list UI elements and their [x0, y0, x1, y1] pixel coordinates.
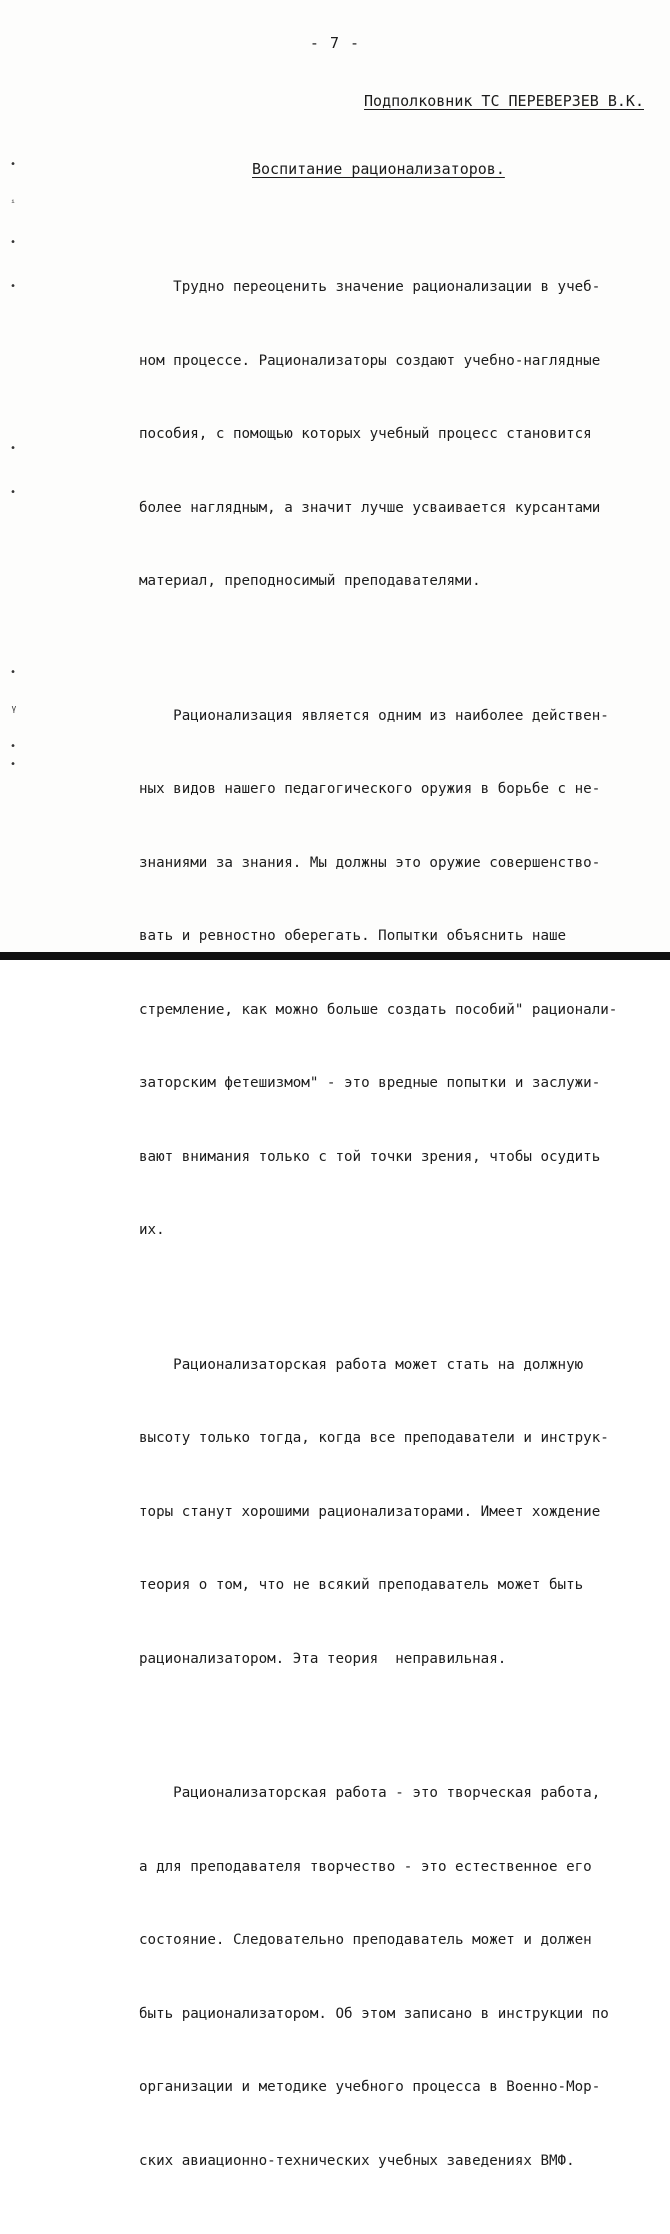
- text-line: теория о том, что не всякий преподаватель может быть: [139, 1577, 584, 1593]
- text-line: пособия, с помощью которых учебный процесс становится: [139, 426, 592, 442]
- text-line: Рационализация является одним из наиболее действен-: [139, 707, 609, 724]
- paragraph-4: [139, 1732, 669, 2222]
- text-line: материал, преподносимый преподавателями.: [139, 573, 481, 589]
- text-line: ских авиационно-технических учебных заведениях ВМФ.: [139, 2152, 575, 2169]
- text-line: стремление, как можно больше создать пособий" рационали-: [139, 1001, 618, 1018]
- text-line: вать и ревностно оберегать. Попытки объяснить наше: [139, 928, 567, 944]
- margin-mark: •: [10, 487, 17, 498]
- margin-mark: ᵞ: [10, 703, 18, 718]
- text-line: состояние. Следовательно преподаватель может и должен: [139, 1932, 592, 1948]
- author-name: Подполковник ТС ПЕРЕВЕРЗЕВ В.К.: [364, 92, 644, 110]
- paragraph-1: [139, 226, 669, 643]
- author-line: [364, 92, 644, 110]
- margin-mark: •: [10, 281, 17, 292]
- paragraph-3: [139, 1304, 669, 1721]
- text-line: высоту только тогда, когда все преподаватели и инструк-: [139, 1430, 609, 1446]
- text-line: торы станут хорошими рационализаторами. Имеет хождение: [139, 1503, 601, 1520]
- margin-mark: •: [10, 237, 17, 248]
- text-line: Рационализаторская работа - это творческая работа,: [139, 1785, 601, 1801]
- article-body: [139, 226, 669, 2234]
- text-line: ных видов нашего педагогического оружия в борьбе с не-: [139, 781, 601, 797]
- text-line: а для преподавателя творчество - это естественное его: [139, 1858, 592, 1875]
- article-title-text: Воспитание рационализаторов.: [252, 160, 505, 178]
- text-line: знаниями за знания. Мы должны это оружие совершенство-: [139, 854, 601, 871]
- text-line: организации и методике учебного процесса в Военно-Мор-: [139, 2079, 601, 2095]
- text-line: Трудно переоценить значение рационализации в учеб-: [139, 279, 601, 295]
- text-line: их.: [139, 1222, 165, 1238]
- article-title: [252, 160, 505, 178]
- text-line: заторским фетешизмом" - это вредные попытки и заслужи-: [139, 1075, 601, 1091]
- margin-mark: ᵢ: [10, 195, 17, 206]
- margin-mark: •: [10, 667, 17, 678]
- text-line: быть рационализатором. Об этом записано в инструкции по: [139, 2005, 609, 2022]
- text-line: вают внимания только с той точки зрения, чтобы осудить: [139, 1148, 601, 1165]
- margin-mark: •: [10, 443, 17, 454]
- margin-mark: •: [10, 159, 17, 170]
- text-line: Рационализаторская работа может стать на должную: [139, 1356, 584, 1373]
- margin-mark: •: [10, 759, 17, 770]
- text-line: рационализатором. Эта теория неправильная.: [139, 1650, 507, 1667]
- page-number: - 7 -: [309, 34, 361, 52]
- text-line: более наглядным, а значит лучше усваивается курсантами: [139, 499, 601, 516]
- paragraph-2: [139, 655, 669, 1292]
- scan-edge-bar: [0, 952, 670, 960]
- text-line: ном процессе. Рационализаторы создают учебно-наглядные: [139, 352, 601, 369]
- margin-mark: •: [10, 741, 17, 752]
